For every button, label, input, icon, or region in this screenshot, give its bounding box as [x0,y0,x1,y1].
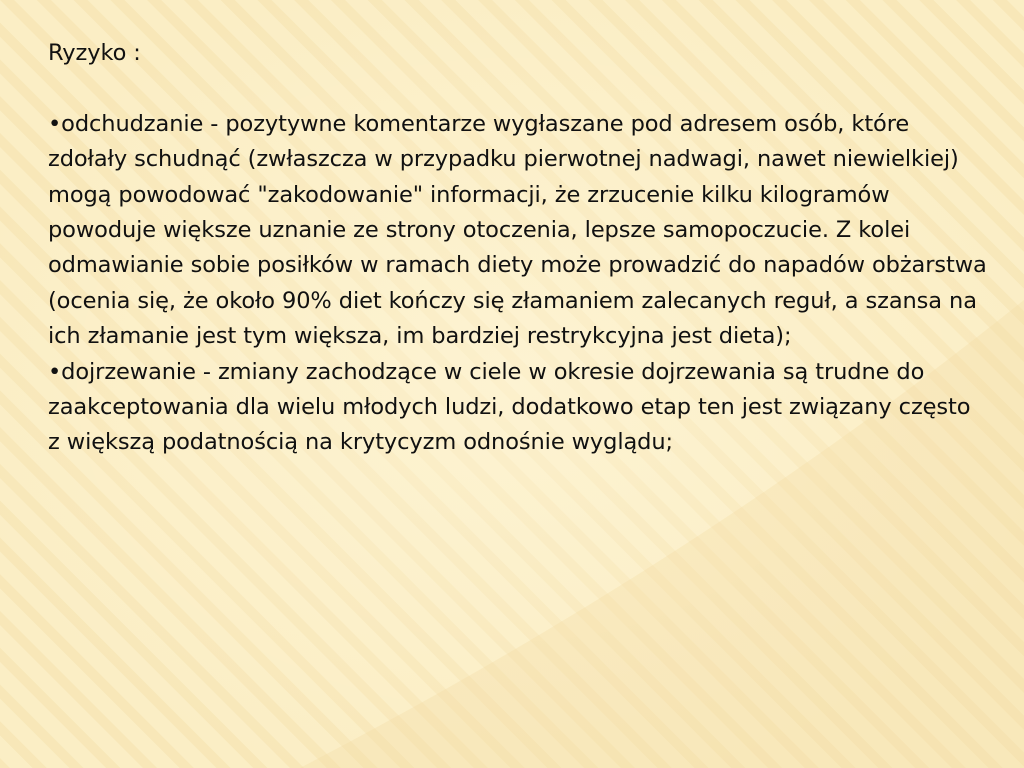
bullet-dojrzewanie: •dojrzewanie - zmiany zachodzące w ciele w okresie dojrzewania są trudne do zaakceptowania dla wielu młodych ludzi, dodatkowo etap ten jest związany często z większą podatnością na krytycyzm odnośnie wyglądu; [48,358,971,456]
slide-content [48,36,988,461]
bullet-odchudzanie: •odchudzanie - pozytywne komentarze wygłaszane pod adresem osób, które zdołały schudnąć (zwłaszcza w przypadku pierwotnej nadwagi, nawet niewielkiej) mogą powodować "zakodowanie" informacji, że zrzucenie kilku kilogramów powoduje większe uznanie ze strony otoczenia, lepsze samopoczucie. Z kolei odmawianie sobie posiłków w ramach diety może prowadzić do napadów obżarstwa (ocenia się, że około 90% diet kończy się złamaniem zalecanych reguł, a szansa na ich złamanie jest tym większa, im bardziej restrykcyjna jest dieta); [48,110,987,350]
slide-title: Ryzyko : [48,40,141,66]
blank-line [48,71,988,106]
